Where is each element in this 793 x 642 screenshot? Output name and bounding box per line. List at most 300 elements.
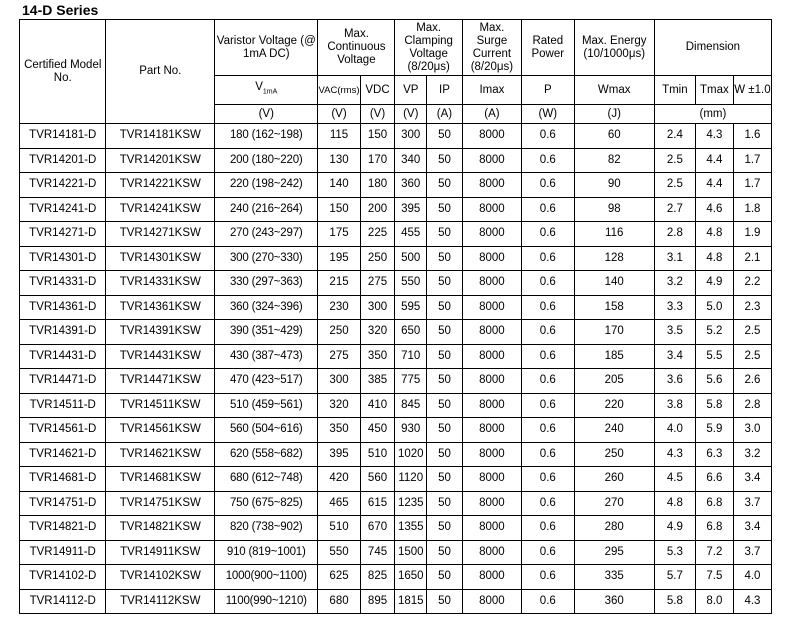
cell-tmax: 7.2 bbox=[695, 540, 733, 565]
cell-imax: 8000 bbox=[462, 197, 521, 222]
cell-vp: 1355 bbox=[395, 516, 427, 541]
cell-part-no: TVR14431KSW bbox=[106, 344, 215, 369]
cell-imax: 8000 bbox=[462, 222, 521, 247]
cell-vac: 175 bbox=[318, 222, 360, 247]
cell-vp: 845 bbox=[395, 393, 427, 418]
cell-vac: 510 bbox=[318, 516, 360, 541]
cell-certified-model: TVR14561-D bbox=[20, 418, 106, 443]
cell-vac: 680 bbox=[318, 589, 360, 614]
header-max-energy: Max. Energy (10/1000μs) bbox=[574, 20, 654, 76]
cell-varistor-voltage: 360 (324~396) bbox=[215, 295, 318, 320]
cell-vac: 550 bbox=[318, 540, 360, 565]
sub-header-tmin: Tmin bbox=[654, 76, 695, 105]
cell-imax: 8000 bbox=[462, 246, 521, 271]
cell-wmax: 280 bbox=[574, 516, 654, 541]
cell-w: 2.6 bbox=[733, 369, 771, 394]
cell-vdc: 225 bbox=[360, 222, 395, 247]
cell-tmax: 5.6 bbox=[695, 369, 733, 394]
cell-wmax: 116 bbox=[574, 222, 654, 247]
cell-vac: 140 bbox=[318, 173, 360, 198]
cell-vdc: 300 bbox=[360, 295, 395, 320]
cell-rated-power: 0.6 bbox=[521, 491, 574, 516]
cell-w: 3.7 bbox=[733, 491, 771, 516]
cell-vp: 710 bbox=[395, 344, 427, 369]
cell-ip: 50 bbox=[427, 393, 463, 418]
cell-vdc: 385 bbox=[360, 369, 395, 394]
cell-vp: 930 bbox=[395, 418, 427, 443]
cell-certified-model: TVR14511-D bbox=[20, 393, 106, 418]
cell-tmin: 2.7 bbox=[654, 197, 695, 222]
cell-tmin: 3.6 bbox=[654, 369, 695, 394]
cell-tmax: 4.4 bbox=[695, 148, 733, 173]
cell-vp: 1815 bbox=[395, 589, 427, 614]
cell-certified-model: TVR14241-D bbox=[20, 197, 106, 222]
cell-tmin: 5.7 bbox=[654, 565, 695, 590]
cell-tmax: 8.0 bbox=[695, 589, 733, 614]
cell-part-no: TVR14621KSW bbox=[106, 442, 215, 467]
cell-imax: 8000 bbox=[462, 369, 521, 394]
table-row bbox=[20, 467, 772, 492]
table-row bbox=[20, 295, 772, 320]
cell-rated-power: 0.6 bbox=[521, 124, 574, 149]
cell-certified-model: TVR14821-D bbox=[20, 516, 106, 541]
cell-tmax: 4.6 bbox=[695, 197, 733, 222]
cell-certified-model: TVR14431-D bbox=[20, 344, 106, 369]
cell-part-no: TVR14681KSW bbox=[106, 467, 215, 492]
cell-part-no: TVR14271KSW bbox=[106, 222, 215, 247]
cell-w: 3.0 bbox=[733, 418, 771, 443]
cell-varistor-voltage: 620 (558~682) bbox=[215, 442, 318, 467]
cell-tmin: 3.1 bbox=[654, 246, 695, 271]
table-row bbox=[20, 271, 772, 296]
cell-wmax: 260 bbox=[574, 467, 654, 492]
cell-vac: 230 bbox=[318, 295, 360, 320]
cell-part-no: TVR14561KSW bbox=[106, 418, 215, 443]
cell-vp: 360 bbox=[395, 173, 427, 198]
cell-tmax: 4.8 bbox=[695, 222, 733, 247]
cell-rated-power: 0.6 bbox=[521, 565, 574, 590]
cell-rated-power: 0.6 bbox=[521, 246, 574, 271]
cell-ip: 50 bbox=[427, 589, 463, 614]
cell-ip: 50 bbox=[427, 491, 463, 516]
varistor-spec-table bbox=[19, 19, 772, 614]
cell-varistor-voltage: 180 (162~198) bbox=[215, 124, 318, 149]
header-varistor-voltage: Varistor Voltage (@ 1mA DC) bbox=[215, 20, 318, 76]
unit-vdc: (V) bbox=[360, 105, 395, 124]
cell-wmax: 185 bbox=[574, 344, 654, 369]
cell-wmax: 82 bbox=[574, 148, 654, 173]
table-row bbox=[20, 369, 772, 394]
cell-rated-power: 0.6 bbox=[521, 393, 574, 418]
cell-ip: 50 bbox=[427, 271, 463, 296]
cell-w: 3.4 bbox=[733, 467, 771, 492]
table-row bbox=[20, 565, 772, 590]
cell-certified-model: TVR14271-D bbox=[20, 222, 106, 247]
table-row bbox=[20, 148, 772, 173]
cell-part-no: TVR14751KSW bbox=[106, 491, 215, 516]
unit-vac: (V) bbox=[318, 105, 360, 124]
cell-varistor-voltage: 510 (459~561) bbox=[215, 393, 318, 418]
cell-wmax: 240 bbox=[574, 418, 654, 443]
sub-header-v1ma-label: 1mA bbox=[262, 88, 278, 96]
cell-tmin: 3.4 bbox=[654, 344, 695, 369]
sub-header-wmax: Wmax bbox=[574, 76, 654, 105]
cell-tmax: 6.6 bbox=[695, 467, 733, 492]
cell-ip: 50 bbox=[427, 369, 463, 394]
cell-ip: 50 bbox=[427, 418, 463, 443]
cell-certified-model: TVR14181-D bbox=[20, 124, 106, 149]
cell-vp: 550 bbox=[395, 271, 427, 296]
unit-wmax: (J) bbox=[574, 105, 654, 124]
cell-rated-power: 0.6 bbox=[521, 197, 574, 222]
table-row bbox=[20, 540, 772, 565]
cell-vac: 465 bbox=[318, 491, 360, 516]
cell-tmax: 5.5 bbox=[695, 344, 733, 369]
cell-imax: 8000 bbox=[462, 491, 521, 516]
cell-w: 3.2 bbox=[733, 442, 771, 467]
cell-part-no: TVR14112KSW bbox=[106, 589, 215, 614]
cell-ip: 50 bbox=[427, 222, 463, 247]
cell-certified-model: TVR14201-D bbox=[20, 148, 106, 173]
cell-tmin: 5.3 bbox=[654, 540, 695, 565]
cell-tmin: 4.5 bbox=[654, 467, 695, 492]
table-row bbox=[20, 491, 772, 516]
cell-wmax: 60 bbox=[574, 124, 654, 149]
table-row bbox=[20, 246, 772, 271]
cell-vp: 650 bbox=[395, 320, 427, 345]
cell-part-no: TVR14181KSW bbox=[106, 124, 215, 149]
cell-varistor-voltage: 1100(990~1210) bbox=[215, 589, 318, 614]
cell-certified-model: TVR14911-D bbox=[20, 540, 106, 565]
header-dimension: Dimension bbox=[654, 20, 771, 76]
header-max-continuous-voltage: Max. Continuous Voltage bbox=[318, 20, 395, 76]
cell-wmax: 295 bbox=[574, 540, 654, 565]
cell-vdc: 275 bbox=[360, 271, 395, 296]
cell-rated-power: 0.6 bbox=[521, 516, 574, 541]
table-body bbox=[20, 124, 772, 614]
series-title: 14-D Series bbox=[22, 2, 99, 18]
cell-certified-model: TVR14361-D bbox=[20, 295, 106, 320]
cell-imax: 8000 bbox=[462, 565, 521, 590]
cell-rated-power: 0.6 bbox=[521, 418, 574, 443]
cell-w: 2.3 bbox=[733, 295, 771, 320]
table-row bbox=[20, 124, 772, 149]
cell-ip: 50 bbox=[427, 540, 463, 565]
cell-tmin: 3.2 bbox=[654, 271, 695, 296]
cell-varistor-voltage: 560 (504~616) bbox=[215, 418, 318, 443]
cell-vdc: 560 bbox=[360, 467, 395, 492]
cell-wmax: 158 bbox=[574, 295, 654, 320]
cell-w: 2.1 bbox=[733, 246, 771, 271]
table-row bbox=[20, 173, 772, 198]
cell-tmin: 2.8 bbox=[654, 222, 695, 247]
cell-part-no: TVR14511KSW bbox=[106, 393, 215, 418]
cell-vdc: 450 bbox=[360, 418, 395, 443]
cell-vac: 350 bbox=[318, 418, 360, 443]
cell-ip: 50 bbox=[427, 197, 463, 222]
cell-rated-power: 0.6 bbox=[521, 589, 574, 614]
cell-vac: 130 bbox=[318, 148, 360, 173]
cell-vdc: 180 bbox=[360, 173, 395, 198]
cell-w: 1.8 bbox=[733, 197, 771, 222]
cell-imax: 8000 bbox=[462, 344, 521, 369]
cell-rated-power: 0.6 bbox=[521, 467, 574, 492]
cell-rated-power: 0.6 bbox=[521, 148, 574, 173]
cell-w: 2.5 bbox=[733, 320, 771, 345]
cell-vac: 250 bbox=[318, 320, 360, 345]
cell-varistor-voltage: 270 (243~297) bbox=[215, 222, 318, 247]
cell-rated-power: 0.6 bbox=[521, 295, 574, 320]
cell-part-no: TVR14911KSW bbox=[106, 540, 215, 565]
cell-w: 4.3 bbox=[733, 589, 771, 614]
table-row bbox=[20, 344, 772, 369]
cell-vp: 1020 bbox=[395, 442, 427, 467]
cell-ip: 50 bbox=[427, 344, 463, 369]
cell-varistor-voltage: 750 (675~825) bbox=[215, 491, 318, 516]
cell-rated-power: 0.6 bbox=[521, 222, 574, 247]
table-row bbox=[20, 222, 772, 247]
cell-part-no: TVR14821KSW bbox=[106, 516, 215, 541]
cell-ip: 50 bbox=[427, 124, 463, 149]
cell-part-no: TVR14102KSW bbox=[106, 565, 215, 590]
cell-certified-model: TVR14112-D bbox=[20, 589, 106, 614]
cell-imax: 8000 bbox=[462, 173, 521, 198]
cell-vdc: 170 bbox=[360, 148, 395, 173]
cell-w: 1.7 bbox=[733, 173, 771, 198]
cell-vac: 150 bbox=[318, 197, 360, 222]
cell-vdc: 670 bbox=[360, 516, 395, 541]
sub-header-ip: IP bbox=[427, 76, 463, 105]
cell-rated-power: 0.6 bbox=[521, 344, 574, 369]
cell-tmin: 2.5 bbox=[654, 173, 695, 198]
cell-tmin: 4.0 bbox=[654, 418, 695, 443]
table-row bbox=[20, 442, 772, 467]
cell-wmax: 220 bbox=[574, 393, 654, 418]
cell-rated-power: 0.6 bbox=[521, 320, 574, 345]
cell-certified-model: TVR14301-D bbox=[20, 246, 106, 271]
cell-vp: 1235 bbox=[395, 491, 427, 516]
cell-wmax: 335 bbox=[574, 565, 654, 590]
cell-imax: 8000 bbox=[462, 418, 521, 443]
cell-vac: 195 bbox=[318, 246, 360, 271]
cell-vdc: 615 bbox=[360, 491, 395, 516]
cell-part-no: TVR14471KSW bbox=[106, 369, 215, 394]
cell-varistor-voltage: 330 (297~363) bbox=[215, 271, 318, 296]
cell-tmax: 6.8 bbox=[695, 491, 733, 516]
cell-rated-power: 0.6 bbox=[521, 369, 574, 394]
cell-ip: 50 bbox=[427, 295, 463, 320]
cell-vp: 395 bbox=[395, 197, 427, 222]
cell-part-no: TVR14301KSW bbox=[106, 246, 215, 271]
cell-imax: 8000 bbox=[462, 271, 521, 296]
unit-v1ma: (V) bbox=[215, 105, 318, 124]
cell-rated-power: 0.6 bbox=[521, 540, 574, 565]
unit-imax: (A) bbox=[462, 105, 521, 124]
cell-vp: 1120 bbox=[395, 467, 427, 492]
cell-varistor-voltage: 240 (216~264) bbox=[215, 197, 318, 222]
cell-certified-model: TVR14391-D bbox=[20, 320, 106, 345]
cell-imax: 8000 bbox=[462, 148, 521, 173]
cell-part-no: TVR14361KSW bbox=[106, 295, 215, 320]
cell-vac: 395 bbox=[318, 442, 360, 467]
cell-tmax: 6.3 bbox=[695, 442, 733, 467]
cell-imax: 8000 bbox=[462, 589, 521, 614]
cell-vac: 115 bbox=[318, 124, 360, 149]
cell-varistor-voltage: 200 (180~220) bbox=[215, 148, 318, 173]
cell-certified-model: TVR14331-D bbox=[20, 271, 106, 296]
cell-imax: 8000 bbox=[462, 124, 521, 149]
table-row bbox=[20, 320, 772, 345]
cell-tmax: 6.8 bbox=[695, 516, 733, 541]
unit-mm: (mm) bbox=[654, 105, 771, 124]
cell-varistor-voltage: 300 (270~330) bbox=[215, 246, 318, 271]
cell-imax: 8000 bbox=[462, 467, 521, 492]
cell-vp: 455 bbox=[395, 222, 427, 247]
cell-part-no: TVR14241KSW bbox=[106, 197, 215, 222]
cell-wmax: 360 bbox=[574, 589, 654, 614]
header-max-clamping-voltage: Max. Clamping Voltage (8/20μs) bbox=[395, 20, 462, 76]
cell-vp: 1500 bbox=[395, 540, 427, 565]
cell-w: 2.2 bbox=[733, 271, 771, 296]
cell-tmin: 2.4 bbox=[654, 124, 695, 149]
cell-tmax: 4.4 bbox=[695, 173, 733, 198]
cell-tmin: 4.3 bbox=[654, 442, 695, 467]
cell-vdc: 745 bbox=[360, 540, 395, 565]
cell-wmax: 128 bbox=[574, 246, 654, 271]
cell-tmin: 3.3 bbox=[654, 295, 695, 320]
cell-imax: 8000 bbox=[462, 516, 521, 541]
sub-header-tmax: Tmax bbox=[695, 76, 733, 105]
cell-part-no: TVR14331KSW bbox=[106, 271, 215, 296]
cell-vac: 420 bbox=[318, 467, 360, 492]
cell-vac: 625 bbox=[318, 565, 360, 590]
cell-vac: 300 bbox=[318, 369, 360, 394]
header-max-surge-current: Max. Surge Current (8/20μs) bbox=[462, 20, 521, 76]
cell-wmax: 90 bbox=[574, 173, 654, 198]
cell-wmax: 170 bbox=[574, 320, 654, 345]
table-row bbox=[20, 418, 772, 443]
unit-vp: (V) bbox=[395, 105, 427, 124]
cell-ip: 50 bbox=[427, 442, 463, 467]
cell-tmin: 3.5 bbox=[654, 320, 695, 345]
cell-vdc: 825 bbox=[360, 565, 395, 590]
table-row bbox=[20, 197, 772, 222]
cell-wmax: 250 bbox=[574, 442, 654, 467]
cell-vp: 595 bbox=[395, 295, 427, 320]
cell-wmax: 270 bbox=[574, 491, 654, 516]
cell-imax: 8000 bbox=[462, 442, 521, 467]
cell-imax: 8000 bbox=[462, 393, 521, 418]
cell-ip: 50 bbox=[427, 173, 463, 198]
cell-rated-power: 0.6 bbox=[521, 271, 574, 296]
cell-certified-model: TVR14751-D bbox=[20, 491, 106, 516]
cell-ip: 50 bbox=[427, 565, 463, 590]
cell-vdc: 250 bbox=[360, 246, 395, 271]
cell-certified-model: TVR14471-D bbox=[20, 369, 106, 394]
cell-ip: 50 bbox=[427, 516, 463, 541]
cell-ip: 50 bbox=[427, 320, 463, 345]
cell-vac: 215 bbox=[318, 271, 360, 296]
unit-ip: (A) bbox=[427, 105, 463, 124]
cell-vp: 300 bbox=[395, 124, 427, 149]
cell-vdc: 510 bbox=[360, 442, 395, 467]
cell-vp: 500 bbox=[395, 246, 427, 271]
cell-imax: 8000 bbox=[462, 540, 521, 565]
table-row bbox=[20, 393, 772, 418]
cell-certified-model: TVR14221-D bbox=[20, 173, 106, 198]
cell-tmax: 4.9 bbox=[695, 271, 733, 296]
cell-varistor-voltage: 390 (351~429) bbox=[215, 320, 318, 345]
cell-w: 1.6 bbox=[733, 124, 771, 149]
sub-header-vac: VAC(rms) bbox=[318, 76, 360, 105]
header-rated-power: Rated Power bbox=[521, 20, 574, 76]
cell-tmax: 5.2 bbox=[695, 320, 733, 345]
cell-part-no: TVR14221KSW bbox=[106, 173, 215, 198]
cell-varistor-voltage: 1000(900~1100) bbox=[215, 565, 318, 590]
cell-vp: 340 bbox=[395, 148, 427, 173]
cell-varistor-voltage: 680 (612~748) bbox=[215, 467, 318, 492]
sub-header-vp: VP bbox=[395, 76, 427, 105]
cell-certified-model: TVR14621-D bbox=[20, 442, 106, 467]
cell-ip: 50 bbox=[427, 467, 463, 492]
cell-certified-model: TVR14102-D bbox=[20, 565, 106, 590]
cell-vdc: 895 bbox=[360, 589, 395, 614]
cell-tmax: 5.9 bbox=[695, 418, 733, 443]
cell-ip: 50 bbox=[427, 246, 463, 271]
cell-vp: 1650 bbox=[395, 565, 427, 590]
table-row bbox=[20, 516, 772, 541]
unit-p: (W) bbox=[521, 105, 574, 124]
cell-w: 4.0 bbox=[733, 565, 771, 590]
sub-header-v1ma: $V_{1mA}$ bbox=[215, 76, 318, 105]
sub-header-vdc: VDC bbox=[360, 76, 395, 105]
cell-varistor-voltage: 470 (423~517) bbox=[215, 369, 318, 394]
sub-header-w: W ±1.0 bbox=[733, 76, 771, 105]
sub-header-p: P bbox=[521, 76, 574, 105]
cell-tmax: 7.5 bbox=[695, 565, 733, 590]
cell-varistor-voltage: 910 (819~1001) bbox=[215, 540, 318, 565]
cell-tmax: 4.3 bbox=[695, 124, 733, 149]
cell-varistor-voltage: 220 (198~242) bbox=[215, 173, 318, 198]
cell-part-no: TVR14391KSW bbox=[106, 320, 215, 345]
cell-w: 1.9 bbox=[733, 222, 771, 247]
cell-part-no: TVR14201KSW bbox=[106, 148, 215, 173]
sub-header-imax: Imax bbox=[462, 76, 521, 105]
table-row bbox=[20, 589, 772, 614]
header-part-no: Part No. bbox=[106, 20, 215, 124]
cell-wmax: 205 bbox=[574, 369, 654, 394]
cell-tmin: 3.8 bbox=[654, 393, 695, 418]
cell-vp: 775 bbox=[395, 369, 427, 394]
cell-vdc: 200 bbox=[360, 197, 395, 222]
cell-tmax: 5.0 bbox=[695, 295, 733, 320]
header-certified-model: Certified Model No. bbox=[20, 20, 106, 124]
cell-tmin: 4.9 bbox=[654, 516, 695, 541]
cell-imax: 8000 bbox=[462, 320, 521, 345]
cell-vdc: 410 bbox=[360, 393, 395, 418]
cell-tmax: 4.8 bbox=[695, 246, 733, 271]
cell-tmin: 4.8 bbox=[654, 491, 695, 516]
cell-rated-power: 0.6 bbox=[521, 173, 574, 198]
cell-certified-model: TVR14681-D bbox=[20, 467, 106, 492]
cell-imax: 8000 bbox=[462, 295, 521, 320]
cell-wmax: 140 bbox=[574, 271, 654, 296]
cell-vac: 275 bbox=[318, 344, 360, 369]
cell-tmin: 5.8 bbox=[654, 589, 695, 614]
cell-w: 2.8 bbox=[733, 393, 771, 418]
cell-w: 3.7 bbox=[733, 540, 771, 565]
cell-ip: 50 bbox=[427, 148, 463, 173]
